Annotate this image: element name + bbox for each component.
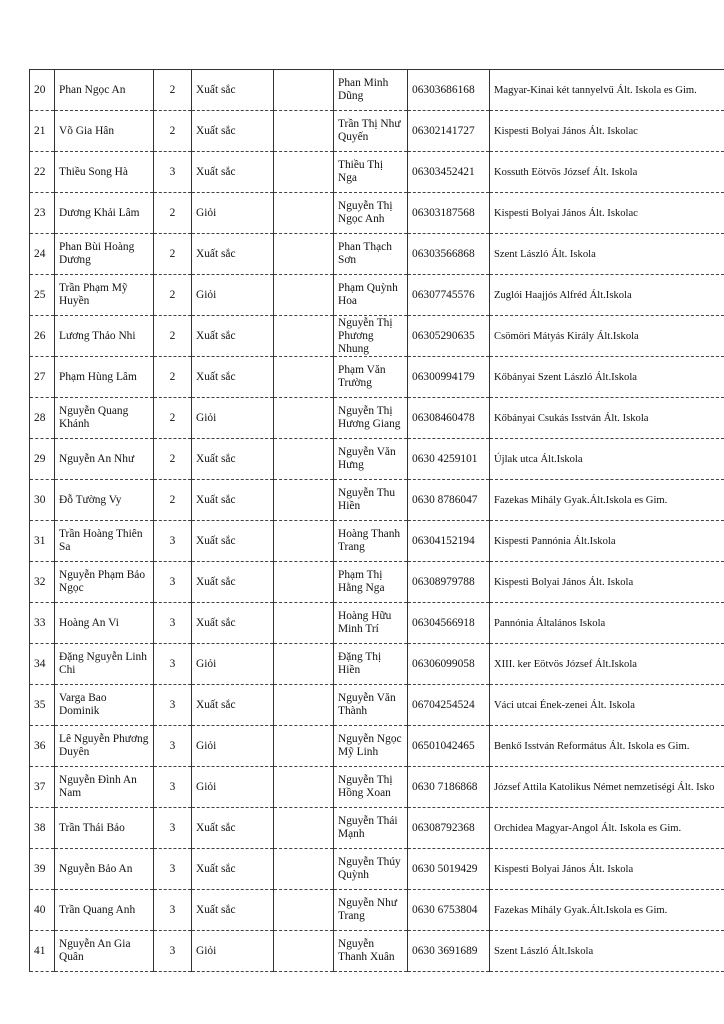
- parent-name-cell: Nguyễn Thanh Xuân: [334, 931, 408, 972]
- grade-cell: 2: [154, 275, 192, 316]
- school-cell: Zuglói Haajjós Alfréd Ált.Iskola: [490, 275, 724, 316]
- grade-cell: 2: [154, 193, 192, 234]
- blank-cell: [274, 152, 334, 193]
- row-number-cell: 31: [30, 521, 55, 562]
- parent-name-cell: Phạm Thị Hằng Nga: [334, 562, 408, 603]
- rank-cell: Xuất sắc: [192, 562, 274, 603]
- school-cell: Csömöri Mátyás Király Ált.Iskola: [490, 316, 724, 357]
- table-row: [30, 193, 724, 234]
- student-name-cell: Trần Hoàng Thiên Sa: [55, 521, 154, 562]
- school-cell: Kispesti Bolyai János Ált. Iskolac: [490, 193, 724, 234]
- grade-cell: 3: [154, 726, 192, 767]
- student-name-cell: Nguyễn An Gia Quân: [55, 931, 154, 972]
- blank-cell: [274, 767, 334, 808]
- grade-cell: 3: [154, 644, 192, 685]
- grade-cell: 3: [154, 562, 192, 603]
- grade-cell: 3: [154, 849, 192, 890]
- phone-cell: 06300994179: [408, 357, 490, 398]
- blank-cell: [274, 70, 334, 111]
- blank-cell: [274, 357, 334, 398]
- row-number-cell: 27: [30, 357, 55, 398]
- student-name-cell: Nguyễn Phạm Bảo Ngọc: [55, 562, 154, 603]
- blank-cell: [274, 439, 334, 480]
- table-row: [30, 931, 724, 972]
- school-cell: Újlak utca Ált.Iskola: [490, 439, 724, 480]
- table-row: [30, 152, 724, 193]
- phone-cell: 06303187568: [408, 193, 490, 234]
- student-roster-table: [29, 69, 724, 972]
- rank-cell: Xuất sắc: [192, 111, 274, 152]
- blank-cell: [274, 808, 334, 849]
- parent-name-cell: Nguyễn Thúy Quỳnh: [334, 849, 408, 890]
- rank-cell: Xuất sắc: [192, 357, 274, 398]
- grade-cell: 3: [154, 890, 192, 931]
- parent-name-cell: Thiều Thị Nga: [334, 152, 408, 193]
- student-name-cell: Dương Khải Lâm: [55, 193, 154, 234]
- school-cell: Szent László Ált.Iskola: [490, 931, 724, 972]
- table-row: [30, 685, 724, 726]
- blank-cell: [274, 234, 334, 275]
- parent-name-cell: Nguyễn Thị Phương Nhung: [334, 316, 408, 357]
- parent-name-cell: Phạm Quỳnh Hoa: [334, 275, 408, 316]
- blank-cell: [274, 521, 334, 562]
- blank-cell: [274, 562, 334, 603]
- parent-name-cell: Nguyễn Văn Hưng: [334, 439, 408, 480]
- student-name-cell: Lê Nguyễn Phương Duyên: [55, 726, 154, 767]
- student-name-cell: Phan Ngọc An: [55, 70, 154, 111]
- parent-name-cell: Phan Thạch Sơn: [334, 234, 408, 275]
- phone-cell: 06305290635: [408, 316, 490, 357]
- rank-cell: Giỏi: [192, 931, 274, 972]
- row-number-cell: 36: [30, 726, 55, 767]
- student-name-cell: Đỗ Tường Vy: [55, 480, 154, 521]
- blank-cell: [274, 685, 334, 726]
- blank-cell: [274, 316, 334, 357]
- table-row: [30, 316, 724, 357]
- phone-cell: 06304566918: [408, 603, 490, 644]
- phone-cell: 06303686168: [408, 70, 490, 111]
- parent-name-cell: Nguyễn Ngọc Mỹ Linh: [334, 726, 408, 767]
- student-name-cell: Nguyễn An Như: [55, 439, 154, 480]
- rank-cell: Xuất sắc: [192, 70, 274, 111]
- student-name-cell: Phạm Hùng Lâm: [55, 357, 154, 398]
- table-row: [30, 70, 724, 111]
- blank-cell: [274, 275, 334, 316]
- row-number-cell: 33: [30, 603, 55, 644]
- student-name-cell: Varga Bao Dominik: [55, 685, 154, 726]
- parent-name-cell: Nguyễn Văn Thành: [334, 685, 408, 726]
- grade-cell: 2: [154, 111, 192, 152]
- table-row: [30, 767, 724, 808]
- student-name-cell: Lương Thảo Nhi: [55, 316, 154, 357]
- grade-cell: 2: [154, 439, 192, 480]
- roster-body: [30, 70, 724, 972]
- table-row: [30, 890, 724, 931]
- grade-cell: 3: [154, 767, 192, 808]
- phone-cell: 06303566868: [408, 234, 490, 275]
- row-number-cell: 22: [30, 152, 55, 193]
- row-number-cell: 39: [30, 849, 55, 890]
- row-number-cell: 30: [30, 480, 55, 521]
- table-row: [30, 480, 724, 521]
- parent-name-cell: Hoàng Hữu Minh Trí: [334, 603, 408, 644]
- school-cell: Szent László Ált. Iskola: [490, 234, 724, 275]
- row-number-cell: 40: [30, 890, 55, 931]
- phone-cell: 0630 6753804: [408, 890, 490, 931]
- parent-name-cell: Nguyễn Thái Mạnh: [334, 808, 408, 849]
- rank-cell: Giỏi: [192, 398, 274, 439]
- row-number-cell: 24: [30, 234, 55, 275]
- parent-name-cell: Nguyễn Thị Ngọc Anh: [334, 193, 408, 234]
- rank-cell: Xuất sắc: [192, 603, 274, 644]
- blank-cell: [274, 931, 334, 972]
- school-cell: Kossuth Eötvös József Ált. Iskola: [490, 152, 724, 193]
- student-name-cell: Trần Phạm Mỹ Huyền: [55, 275, 154, 316]
- blank-cell: [274, 726, 334, 767]
- rank-cell: Xuất sắc: [192, 316, 274, 357]
- table-row: [30, 439, 724, 480]
- parent-name-cell: Hoàng Thanh Trang: [334, 521, 408, 562]
- table-row: [30, 521, 724, 562]
- school-cell: Fazekas Mihály Gyak.Ált.Iskola es Gim.: [490, 480, 724, 521]
- row-number-cell: 34: [30, 644, 55, 685]
- grade-cell: 3: [154, 931, 192, 972]
- school-cell: Kispesti Bolyai János Ált. Iskolac: [490, 111, 724, 152]
- blank-cell: [274, 890, 334, 931]
- rank-cell: Xuất sắc: [192, 685, 274, 726]
- table-row: [30, 111, 724, 152]
- student-name-cell: Trần Thái Bảo: [55, 808, 154, 849]
- school-cell: Kispesti Pannónia Ált.Iskola: [490, 521, 724, 562]
- parent-name-cell: Nguyễn Thị Hương Giang: [334, 398, 408, 439]
- student-name-cell: Nguyễn Quang Khánh: [55, 398, 154, 439]
- table-row: [30, 562, 724, 603]
- phone-cell: 06303452421: [408, 152, 490, 193]
- table-row: [30, 234, 724, 275]
- student-name-cell: Đặng Nguyễn Linh Chi: [55, 644, 154, 685]
- blank-cell: [274, 111, 334, 152]
- grade-cell: 2: [154, 480, 192, 521]
- student-name-cell: Phan Bùi Hoàng Dương: [55, 234, 154, 275]
- parent-name-cell: Phạm Văn Trường: [334, 357, 408, 398]
- row-number-cell: 21: [30, 111, 55, 152]
- rank-cell: Giỏi: [192, 275, 274, 316]
- rank-cell: Xuất sắc: [192, 890, 274, 931]
- student-name-cell: Nguyễn Đình An Nam: [55, 767, 154, 808]
- phone-cell: 06304152194: [408, 521, 490, 562]
- school-cell: Magyar-Kinai két tannyelvű Ált. Iskola es Gim.: [490, 70, 724, 111]
- table-row: [30, 726, 724, 767]
- row-number-cell: 29: [30, 439, 55, 480]
- table-row: [30, 398, 724, 439]
- school-cell: Kőbányai Szent László Ált.Iskola: [490, 357, 724, 398]
- phone-cell: 0630 8786047: [408, 480, 490, 521]
- grade-cell: 3: [154, 521, 192, 562]
- school-cell: Benkő Isstván Református Ált. Iskola es Gim.: [490, 726, 724, 767]
- school-cell: Kőbányai Csukás Isstván Ált. Iskola: [490, 398, 724, 439]
- phone-cell: 06306099058: [408, 644, 490, 685]
- school-cell: Kispesti Bolyai János Ált. Iskola: [490, 849, 724, 890]
- student-name-cell: Thiều Song Hà: [55, 152, 154, 193]
- grade-cell: 3: [154, 603, 192, 644]
- grade-cell: 3: [154, 685, 192, 726]
- blank-cell: [274, 193, 334, 234]
- phone-cell: 06501042465: [408, 726, 490, 767]
- rank-cell: Giỏi: [192, 767, 274, 808]
- table-row: [30, 275, 724, 316]
- row-number-cell: 28: [30, 398, 55, 439]
- blank-cell: [274, 480, 334, 521]
- row-number-cell: 26: [30, 316, 55, 357]
- phone-cell: 06308792368: [408, 808, 490, 849]
- phone-cell: 0630 5019429: [408, 849, 490, 890]
- phone-cell: 0630 7186868: [408, 767, 490, 808]
- phone-cell: 06308460478: [408, 398, 490, 439]
- phone-cell: 06308979788: [408, 562, 490, 603]
- rank-cell: Giỏi: [192, 644, 274, 685]
- parent-name-cell: Đặng Thị Hiền: [334, 644, 408, 685]
- student-name-cell: Trần Quang Anh: [55, 890, 154, 931]
- row-number-cell: 32: [30, 562, 55, 603]
- blank-cell: [274, 849, 334, 890]
- school-cell: XIII. ker Eötvös József Ált.Iskola: [490, 644, 724, 685]
- table-row: [30, 603, 724, 644]
- table-row: [30, 644, 724, 685]
- grade-cell: 3: [154, 152, 192, 193]
- phone-cell: 06302141727: [408, 111, 490, 152]
- parent-name-cell: Nguyễn Thị Hồng Xoan: [334, 767, 408, 808]
- parent-name-cell: Phan Minh Dũng: [334, 70, 408, 111]
- row-number-cell: 23: [30, 193, 55, 234]
- phone-cell: 0630 4259101: [408, 439, 490, 480]
- row-number-cell: 41: [30, 931, 55, 972]
- student-name-cell: Nguyễn Bảo An: [55, 849, 154, 890]
- parent-name-cell: Trần Thị Như Quyến: [334, 111, 408, 152]
- row-number-cell: 38: [30, 808, 55, 849]
- blank-cell: [274, 644, 334, 685]
- school-cell: Kispesti Bolyai János Ált. Iskola: [490, 562, 724, 603]
- rank-cell: Xuất sắc: [192, 521, 274, 562]
- row-number-cell: 20: [30, 70, 55, 111]
- phone-cell: 06704254524: [408, 685, 490, 726]
- rank-cell: Xuất sắc: [192, 808, 274, 849]
- row-number-cell: 37: [30, 767, 55, 808]
- grade-cell: 2: [154, 357, 192, 398]
- parent-name-cell: Nguyễn Như Trang: [334, 890, 408, 931]
- rank-cell: Giỏi: [192, 193, 274, 234]
- table-row: [30, 357, 724, 398]
- grade-cell: 3: [154, 808, 192, 849]
- phone-cell: 06307745576: [408, 275, 490, 316]
- student-name-cell: Hoàng An Vi: [55, 603, 154, 644]
- row-number-cell: 25: [30, 275, 55, 316]
- school-cell: Orchidea Magyar-Angol Ált. Iskola es Gim.: [490, 808, 724, 849]
- school-cell: József Attila Katolikus Német nemzetiségi Ált. Isko: [490, 767, 724, 808]
- student-name-cell: Võ Gia Hân: [55, 111, 154, 152]
- rank-cell: Xuất sắc: [192, 439, 274, 480]
- rank-cell: Xuất sắc: [192, 152, 274, 193]
- table-row: [30, 849, 724, 890]
- phone-cell: 0630 3691689: [408, 931, 490, 972]
- grade-cell: 2: [154, 234, 192, 275]
- grade-cell: 2: [154, 316, 192, 357]
- rank-cell: Xuất sắc: [192, 480, 274, 521]
- grade-cell: 2: [154, 70, 192, 111]
- row-number-cell: 35: [30, 685, 55, 726]
- rank-cell: Xuất sắc: [192, 849, 274, 890]
- rank-cell: Xuất sắc: [192, 234, 274, 275]
- school-cell: Fazekas Mihály Gyak.Ált.Iskola es Gim.: [490, 890, 724, 931]
- parent-name-cell: Nguyễn Thu Hiền: [334, 480, 408, 521]
- blank-cell: [274, 603, 334, 644]
- table-row: [30, 808, 724, 849]
- blank-cell: [274, 398, 334, 439]
- rank-cell: Giỏi: [192, 726, 274, 767]
- school-cell: Váci utcai Ének-zenei Ált. Iskola: [490, 685, 724, 726]
- grade-cell: 2: [154, 398, 192, 439]
- school-cell: Pannónia Általános Iskola: [490, 603, 724, 644]
